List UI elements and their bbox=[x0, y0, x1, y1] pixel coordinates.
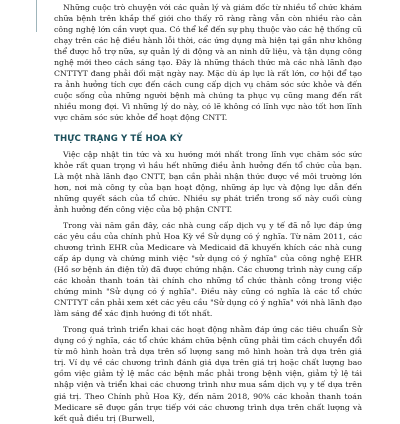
section-paragraph-1: Việc cập nhật tin tức và xu hướng mới nhất trong lĩnh vực chăm sóc sức khỏe rất quan trọng vì hầu hết những điều ảnh hưởng đến tổ chức của bạn. Là một nhà lãnh đạo CNTT, bạn cần phải nhận thức được về môi trường lớn hơn, nơi mà công ty của bạn hoạt động, những áp lực và động lực dẫn đến những quyết sách của tổ chức. Nhiều sự phát triển trong số này cuối cùng ảnh hưởng đến công việc của bộ phận CNTT. bbox=[54, 149, 362, 214]
section-paragraph-2: Trong vài năm gần đây, các nhà cung cấp dịch vụ y tế đã nỗ lực đáp ứng các yêu cầu của chính phủ Hoa Kỳ về Sử dụng có ý nghĩa. Từ năm 2011, các chương trình EHR của Medicare và Medicaid đã khuyến khích các nhà cung cấp áp dụng và chứng minh việc "sử dụng có ý nghĩa" của công nghệ EHR (Hồ sơ bệnh án điện tử) đã được chứng nhận. Các chương trình này cung cấp các khoản thanh toán tài chính cho những tổ chức thành công trong việc chứng minh "Sử dụng có ý nghĩa". Điều này cũng có nghĩa là các tổ chức CNTTYT cần phải xem xét các yêu cầu "Sử dụng có ý nghĩa" với nhà lãnh đạo làm sáng để xác định hướng đi tốt nhất. bbox=[54, 220, 362, 319]
section-paragraph-3: Trong quá trình triển khai các hoạt động nhằm đáp ứng các tiêu chuẩn Sử dụng có ý nghĩa, các tổ chức khám chữa bệnh cũng phải tìm cách chuyển đổi từ mô hình hoàn trả dựa trên số lượng sang mô hình hoàn trả dựa trên giá trị. Ví dụ về các chương trình đánh giá dựa trên giá trị hoặc chất lượng bao gồm việc giảm tỷ lệ mắc các bệnh mắc phải trong bệnh viện, giảm tỷ lệ tái nhập viện và triển khai các chương trình như mua sắm dịch vụ y tế dựa trên giá trị. Theo Chính phủ Hoa Kỳ, đến năm 2018, 90% các khoản thanh toán Medicare sẽ được gắn trực tiếp với các chương trình dựa trên chất lượng và kết quả điều trị (Burwell, bbox=[54, 325, 362, 423]
margin-rule bbox=[36, 0, 37, 32]
intro-paragraph: Những cuộc trò chuyện với các quản lý và giám đốc từ nhiều tổ chức khám chữa bệnh trên khắp thế giới cho thấy rõ ràng rằng vẫn còn nhiều rào cản công nghệ lớn cần vượt qua. Có thể kể đến sự phụ thuộc vào các hệ thống cũ chạy trên các hệ điều hành lỗi thời, các ứng dụng mà hiện tại gần như không thể được hỗ trợ nữa, sự quản lý di động và an ninh dữ liệu, và tận dụng công nghệ mới theo cách sáng tạo. Đây là những thách thức mà các nhà lãnh đạo CNTTYT đang phải đối mặt ngày nay. Mặc dù áp lực là rất lớn, cơ hội để tạo ra ảnh hưởng tích cực đến cách cung cấp dịch vụ chăm sóc sức khỏe và đến cuộc sống của những người bệnh mà chúng ta phục vụ cũng mang đến rất nhiều mong đợi. Vì những lý do này, có lẽ không có lĩnh vực nào tốt hơn lĩnh vực chăm sóc sức khỏe để hoạt động CNTT. bbox=[54, 3, 362, 123]
section-heading: THỰC TRẠNG Y TẾ HOA KỲ bbox=[54, 133, 183, 144]
